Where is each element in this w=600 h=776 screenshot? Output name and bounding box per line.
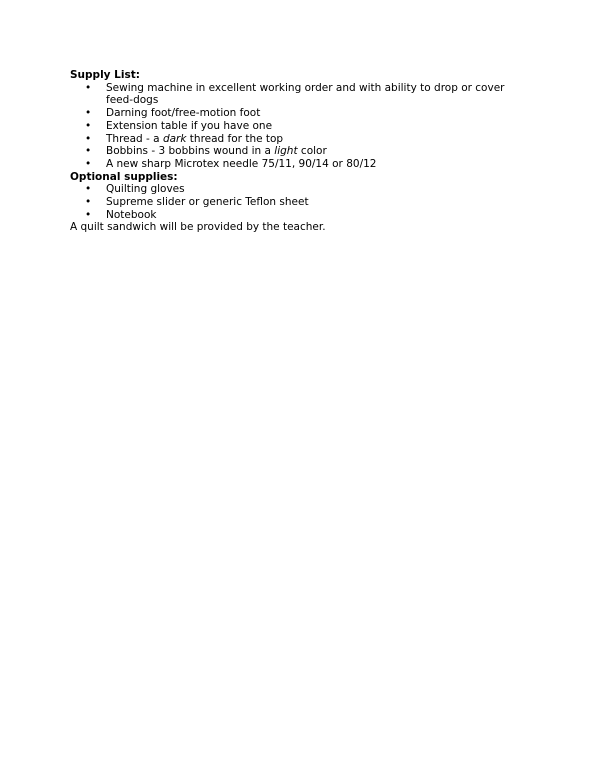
list-item bbox=[70, 133, 572, 146]
list-item-text bbox=[106, 82, 572, 107]
list-item-segment: Thread - a bbox=[106, 132, 163, 145]
list-item-text bbox=[106, 145, 572, 158]
list-item-text: Supreme slider or generic Teflon sheet bbox=[106, 196, 309, 209]
footer-note: A quilt sandwich will be provided by the teacher. bbox=[70, 221, 326, 234]
optional-supplies-heading: Optional supplies: bbox=[70, 170, 178, 183]
list-item-segment: Bobbins - 3 bobbins wound in a bbox=[106, 145, 275, 158]
supply-list-heading: Supply List: bbox=[70, 69, 140, 81]
bullet-icon: • bbox=[85, 208, 92, 221]
list-item bbox=[70, 107, 572, 120]
list-item bbox=[70, 120, 572, 133]
list-item-segment: color bbox=[297, 145, 327, 158]
bullet-icon: • bbox=[85, 157, 92, 170]
list-item-text: Notebook bbox=[106, 208, 157, 221]
bullet-icon: • bbox=[85, 145, 92, 158]
list-item bbox=[70, 82, 572, 107]
bullet-icon: • bbox=[85, 107, 92, 120]
list-item bbox=[70, 196, 572, 209]
list-item bbox=[70, 183, 572, 196]
list-item-line: Sewing machine in excellent working order and with ability to drop or cover bbox=[106, 81, 505, 94]
list-item-text: A new sharp Microtex needle 75/11, 90/14 or 80/12 bbox=[106, 157, 377, 170]
bullet-icon: • bbox=[85, 183, 92, 196]
bullet-icon: • bbox=[85, 132, 92, 145]
list-item-segment: thread for the top bbox=[186, 132, 284, 145]
list-item-text: Quilting gloves bbox=[106, 183, 185, 196]
list-item-segment-italic: light bbox=[274, 145, 298, 158]
optional-supplies-list bbox=[70, 183, 572, 221]
list-item bbox=[70, 145, 572, 158]
list-item-segment-italic: dark bbox=[162, 132, 187, 145]
list-item bbox=[70, 209, 572, 222]
bullet-icon: • bbox=[85, 196, 92, 209]
bullet-icon: • bbox=[85, 119, 92, 132]
list-item-line: feed-dogs bbox=[106, 94, 159, 107]
list-item-text: Extension table if you have one bbox=[106, 119, 273, 132]
list-item bbox=[70, 158, 572, 171]
bullet-icon: • bbox=[85, 81, 92, 94]
list-item-text: Darning foot/free-motion foot bbox=[106, 107, 261, 120]
document-body bbox=[70, 69, 572, 234]
list-item-text bbox=[106, 133, 572, 146]
supply-list bbox=[70, 82, 572, 171]
